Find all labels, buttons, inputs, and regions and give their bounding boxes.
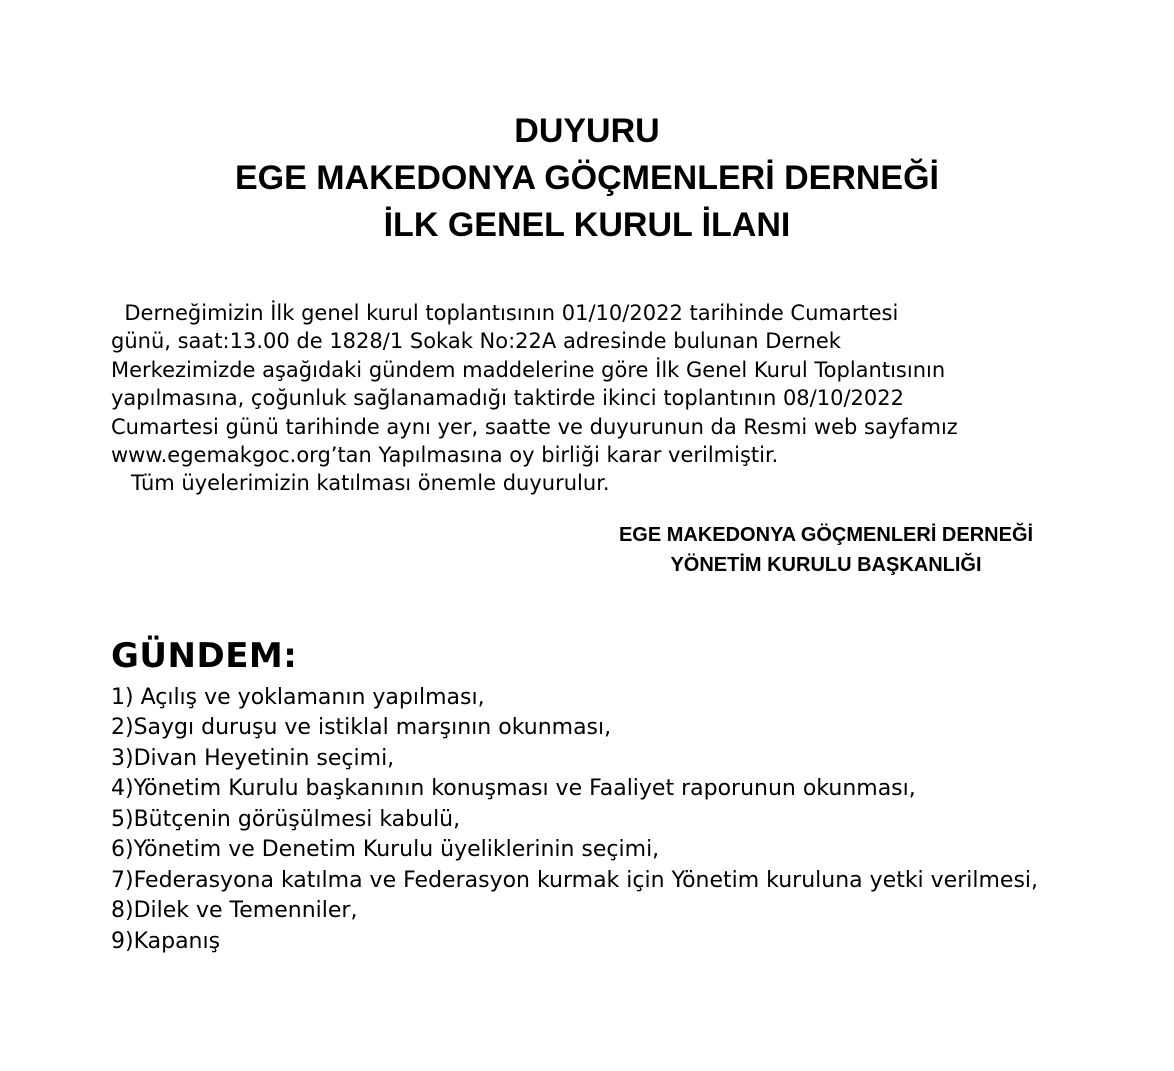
agenda-item: 2)Saygı duruşu ve istiklal marşının okunması, bbox=[111, 715, 612, 741]
paragraph-line: Derneğimizin İlk genel kurul toplantısının 01/10/2022 tarihinde Cumartesi bbox=[111, 301, 899, 325]
signature-block bbox=[601, 520, 1051, 580]
paragraph-line: Tüm üyelerimizin katılması önemle duyurulur. bbox=[111, 471, 610, 496]
agenda-item: 1) Açılış ve yoklamanın yapılması, bbox=[111, 684, 485, 710]
title-line-duyuru: DUYURU bbox=[514, 112, 660, 150]
signature-association-name: EGE MAKEDONYA GÖÇMENLERİ DERNEĞİ bbox=[618, 523, 1034, 546]
agenda-heading: GÜNDEM: bbox=[111, 635, 298, 676]
agenda-item: 4)Yönetim Kurulu başkanının konuşması ve Faaliyet raporunun okunması, bbox=[111, 776, 916, 802]
paragraph-line: günü, saat:13.00 de 1828/1 Sokak No:22A adresinde bulunan Dernek bbox=[111, 329, 841, 354]
document-title bbox=[0, 0, 1174, 249]
title-line-association-name: EGE MAKEDONYA GÖÇMENLERİ DERNEĞİ bbox=[234, 159, 939, 197]
agenda-section bbox=[111, 636, 1056, 958]
paragraph-line: www.egemakgoc.org’tan Yapılmasına oy birliği karar verilmiştir. bbox=[111, 443, 779, 468]
paragraph-line: Merkezimizde aşağıdaki gündem maddelerine göre İlk Genel Kurul Toplantısının bbox=[111, 357, 946, 382]
agenda-item: 7)Federasyona katılma ve Federasyon kurmak için Yönetim kuruluna yetki verilmesi, bbox=[111, 867, 1039, 893]
agenda-item: 6)Yönetim ve Denetim Kurulu üyeliklerinin seçimi, bbox=[111, 837, 660, 863]
signature-board-title: YÖNETİM KURULU BAŞKANLIĞI bbox=[670, 553, 982, 576]
agenda-item: 3)Divan Heyetinin seçimi, bbox=[111, 745, 395, 771]
paragraph-line: Cumartesi günü tarihinde aynı yer, saatte ve duyurunun da Resmi web sayfamız bbox=[111, 414, 958, 439]
agenda-item: 8)Dilek ve Temenniler, bbox=[111, 898, 358, 924]
paragraph-line: yapılmasına, çoğunluk sağlanamadığı taktirde ikinci toplantının 08/10/2022 bbox=[111, 386, 904, 411]
agenda-item: 5)Bütçenin görüşülmesi kabulü, bbox=[111, 806, 461, 832]
announcement-paragraph bbox=[111, 299, 1174, 498]
agenda-item: 9)Kapanış bbox=[111, 928, 221, 954]
title-line-general-assembly: İLK GENEL KURUL İLANI bbox=[383, 206, 791, 244]
